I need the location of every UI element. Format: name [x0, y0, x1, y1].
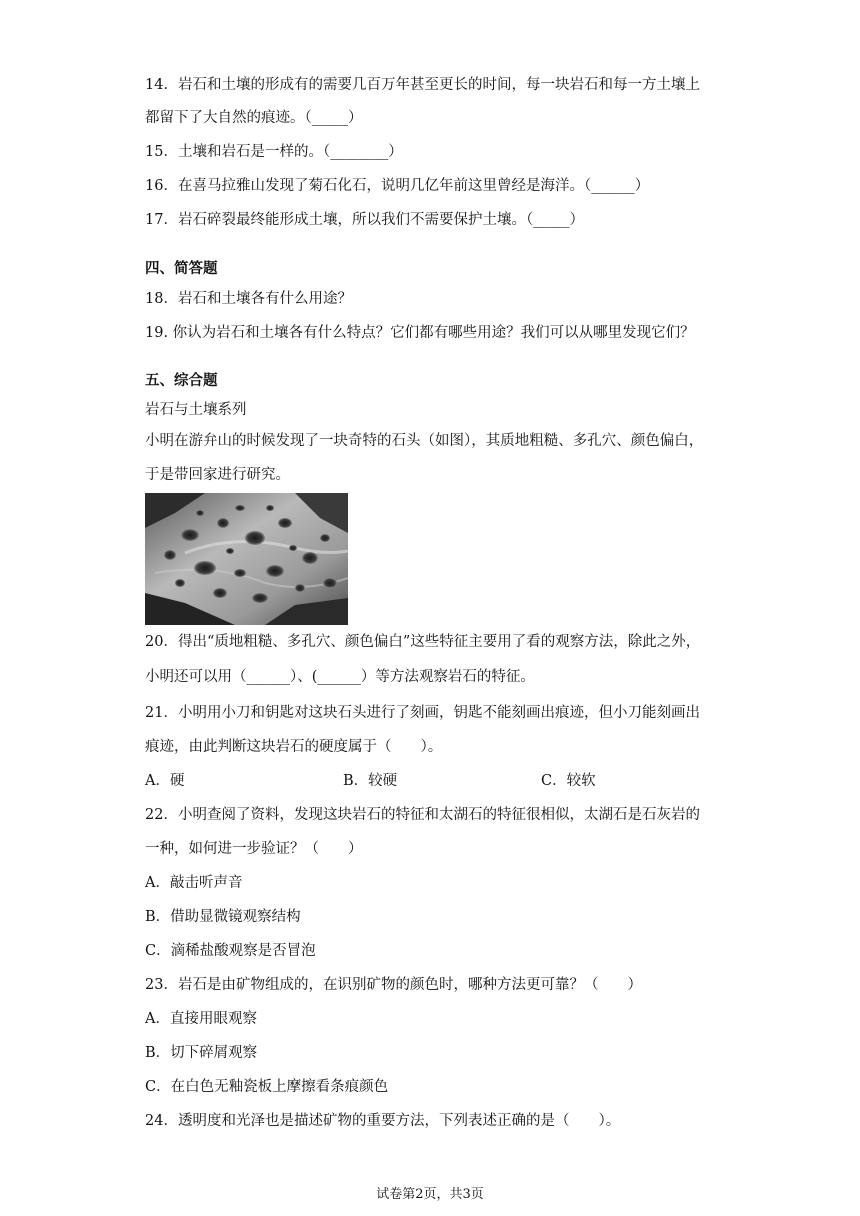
question-23-option-c: C．在白色无釉瓷板上摩擦看条痕颜色 — [145, 1079, 389, 1095]
question-22-option-a: A．敲击听声音 — [145, 875, 243, 891]
question-17: 17．岩石碎裂最终能形成土壤，所以我们不需要保护土壤。（_____） — [145, 212, 584, 228]
question-16: 16．在喜马拉雅山发现了菊石化石，说明几亿年前这里曾经是海洋。（______） — [145, 178, 650, 194]
question-19: 19. 你认为岩石和土壤各有什么特点？它们都有哪些用途？我们可以从哪里发现它们？ — [145, 325, 695, 341]
section-5-heading: 五、综合题 — [145, 373, 218, 389]
question-14-line-2: 都留下了大自然的痕迹。（_____） — [145, 110, 363, 126]
intro-line-2: 于是带回家进行研究。 — [145, 467, 290, 483]
question-20-line-2: 小明还可以用（______）、(______）等方法观察岩石的特征。 — [145, 669, 535, 685]
question-24: 24．透明度和光泽也是描述矿物的重要方法，下列表述正确的是（ ）。 — [145, 1113, 621, 1129]
page-footer: 试卷第2页，共3页 — [376, 1187, 484, 1202]
question-21-line-2: 痕迹，由此判断这块岩石的硬度属于（ ）。 — [145, 739, 443, 755]
rock-photo — [145, 493, 348, 625]
question-23-option-b: B．切下碎屑观察 — [145, 1045, 258, 1061]
question-14-line-1: 14．岩石和土壤的形成有的需要几百万年甚至更长的时间，每一块岩石和每一方土壤上 — [145, 77, 700, 93]
option-c: C．较软 — [541, 773, 596, 789]
question-21-line-1: 21．小明用小刀和钥匙对这块石头进行了刻画，钥匙不能刻画出痕迹，但小刀能刻画出 — [145, 705, 700, 721]
intro-line-1: 小明在游弁山的时候发现了一块奇特的石头（如图），其质地粗糙、多孔穴、颜色偏白， — [145, 433, 704, 449]
question-20-line-1: 20．得出“质地粗糙、多孔穴、颜色偏白”这些特征主要用了看的观察方法，除此之外， — [145, 634, 701, 650]
question-22-line-1: 22．小明查阅了资料，发现这块岩石的特征和太湖石的特征很相似，太湖石是石灰岩的 — [145, 807, 700, 823]
series-title: 岩石与土壤系列 — [145, 402, 247, 418]
question-22-option-c: C．滴稀盐酸观察是否冒泡 — [145, 943, 316, 959]
question-22-option-b: B．借助显微镜观察结构 — [145, 909, 301, 925]
question-23: 23．岩石是由矿物组成的，在识别矿物的颜色时，哪种方法更可靠？（ ） — [145, 977, 642, 993]
question-22-line-2: 一种，如何进一步验证？（ ） — [145, 841, 363, 857]
option-a: A．硬 — [145, 773, 185, 789]
rock-photo-image — [145, 493, 348, 625]
question-15: 15．土壤和岩石是一样的。（________） — [145, 144, 403, 160]
question-18: 18．岩石和土壤各有什么用途？ — [145, 291, 352, 307]
question-23-option-a: A．直接用眼观察 — [145, 1011, 257, 1027]
option-b: B．较硬 — [343, 773, 398, 789]
section-4-heading: 四、简答题 — [145, 261, 218, 277]
